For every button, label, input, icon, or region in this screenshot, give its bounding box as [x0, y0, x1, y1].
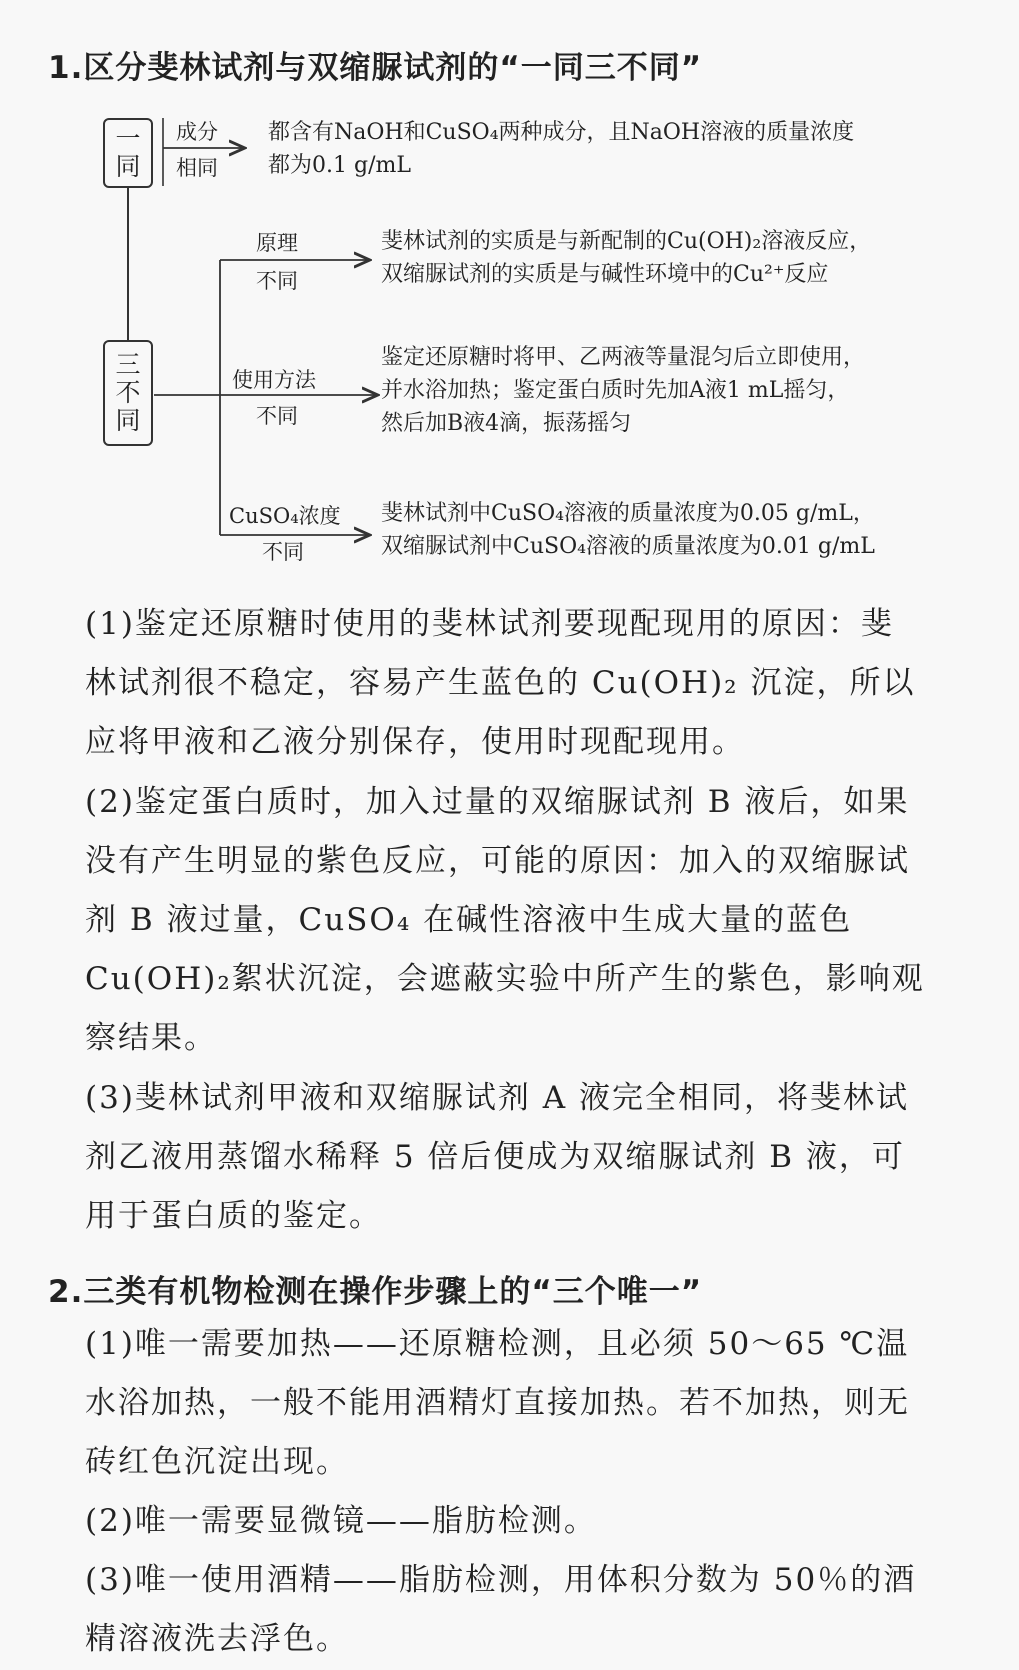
- diff-box-char: 三: [115, 350, 141, 379]
- same-box-char: 同: [115, 152, 141, 181]
- text-line: 鉴定还原糖时将甲、乙两液等量混匀后立即使用，: [381, 345, 866, 370]
- method-label-line2: 不同: [256, 404, 298, 428]
- text-line: 林试剂很不稳定，容易产生蓝色的 Cu(OH)₂ 沉淀，所以: [85, 665, 916, 701]
- text-line: (1)唯一需要加热——还原糖检测，且必须 50～65 ℃温: [85, 1326, 910, 1362]
- paragraph-1-3: [85, 1069, 980, 1246]
- text-line: Cu(OH)₂絮状沉淀，会遮蔽实验中所产生的紫色，影响观: [85, 961, 925, 997]
- diff-box: [103, 340, 153, 446]
- text-line: 都含有NaOH和CuSO₄两种成分，且NaOH溶液的质量浓度: [268, 120, 855, 145]
- same-box: [103, 118, 153, 188]
- text-line: 斐林试剂的实质是与新配制的Cu(OH)₂溶液反应，: [381, 229, 872, 254]
- principle-description: [381, 225, 871, 291]
- paragraph-1-1: [85, 595, 980, 772]
- section-1-heading: 1.区分斐林试剂与双缩脲试剂的“一同三不同”: [48, 50, 703, 86]
- concentration-label-line2: 不同: [262, 540, 304, 564]
- concentration-description: [381, 497, 875, 563]
- text-line: 并水浴加热；鉴定蛋白质时先加A液1 mL摇匀，: [381, 378, 850, 403]
- principle-label-line1: 原理: [256, 231, 298, 255]
- text-line: (3)唯一使用酒精——脂肪检测，用体积分数为 50％的酒: [85, 1562, 917, 1598]
- text-line: 用于蛋白质的鉴定。: [85, 1198, 382, 1234]
- text-line: 应将甲液和乙液分别保存，使用时现配现用。: [85, 724, 745, 760]
- text-line: 斐林试剂中CuSO₄溶液的质量浓度为0.05 g/mL，: [381, 501, 875, 526]
- method-label-line1: 使用方法: [232, 368, 316, 392]
- text-line: 精溶液洗去浮色。: [85, 1621, 349, 1657]
- text-line: 没有产生明显的紫色反应，可能的原因：加入的双缩脲试: [85, 843, 910, 879]
- text-line: 察结果。: [85, 1020, 217, 1056]
- text-line: 砖红色沉淀出现。: [85, 1444, 349, 1480]
- same-label-line1: 成分: [176, 120, 218, 144]
- section-2-heading: 2.三类有机物检测在操作步骤上的“三个唯一”: [48, 1274, 703, 1310]
- text-line: (2)鉴定蛋白质时，加入过量的双缩脲试剂 B 液后，如果: [85, 784, 910, 820]
- text-line: 双缩脲试剂中CuSO₄溶液的质量浓度为0.01 g/mL: [381, 534, 875, 559]
- text-line: (1)鉴定还原糖时使用的斐林试剂要现配现用的原因：斐: [85, 606, 894, 642]
- text-line: 剂 B 液过量，CuSO₄ 在碱性溶液中生成大量的蓝色: [85, 902, 853, 938]
- diff-box-char: 同: [115, 406, 141, 435]
- text-line: 双缩脲试剂的实质是与碱性环境中的Cu²⁺反应: [381, 262, 829, 287]
- concentration-label-line1: CuSO₄浓度: [229, 504, 341, 528]
- text-line: 剂乙液用蒸馏水稀释 5 倍后便成为双缩脲试剂 B 液，可: [85, 1139, 905, 1175]
- same-description: [268, 116, 854, 182]
- same-label-line2: 相同: [176, 156, 218, 180]
- same-box-char: 一: [115, 124, 141, 153]
- paragraph-1-2: [85, 773, 980, 1068]
- method-description: [381, 341, 865, 440]
- text-line: (2)唯一需要显微镜——脂肪检测。: [85, 1503, 597, 1539]
- text-line: 都为0.1 g/mL: [268, 153, 411, 178]
- diff-box-char: 不: [115, 378, 141, 407]
- paragraph-2-3: [85, 1551, 980, 1669]
- principle-label-line2: 不同: [256, 269, 298, 293]
- paragraph-2-2: [85, 1492, 980, 1551]
- text-line: 水浴加热，一般不能用酒精灯直接加热。若不加热，则无: [85, 1385, 910, 1421]
- paragraph-2-1: [85, 1315, 980, 1492]
- text-line: (3)斐林试剂甲液和双缩脲试剂 A 液完全相同，将斐林试: [85, 1080, 910, 1116]
- text-line: 然后加B液4滴，振荡摇匀: [381, 411, 632, 436]
